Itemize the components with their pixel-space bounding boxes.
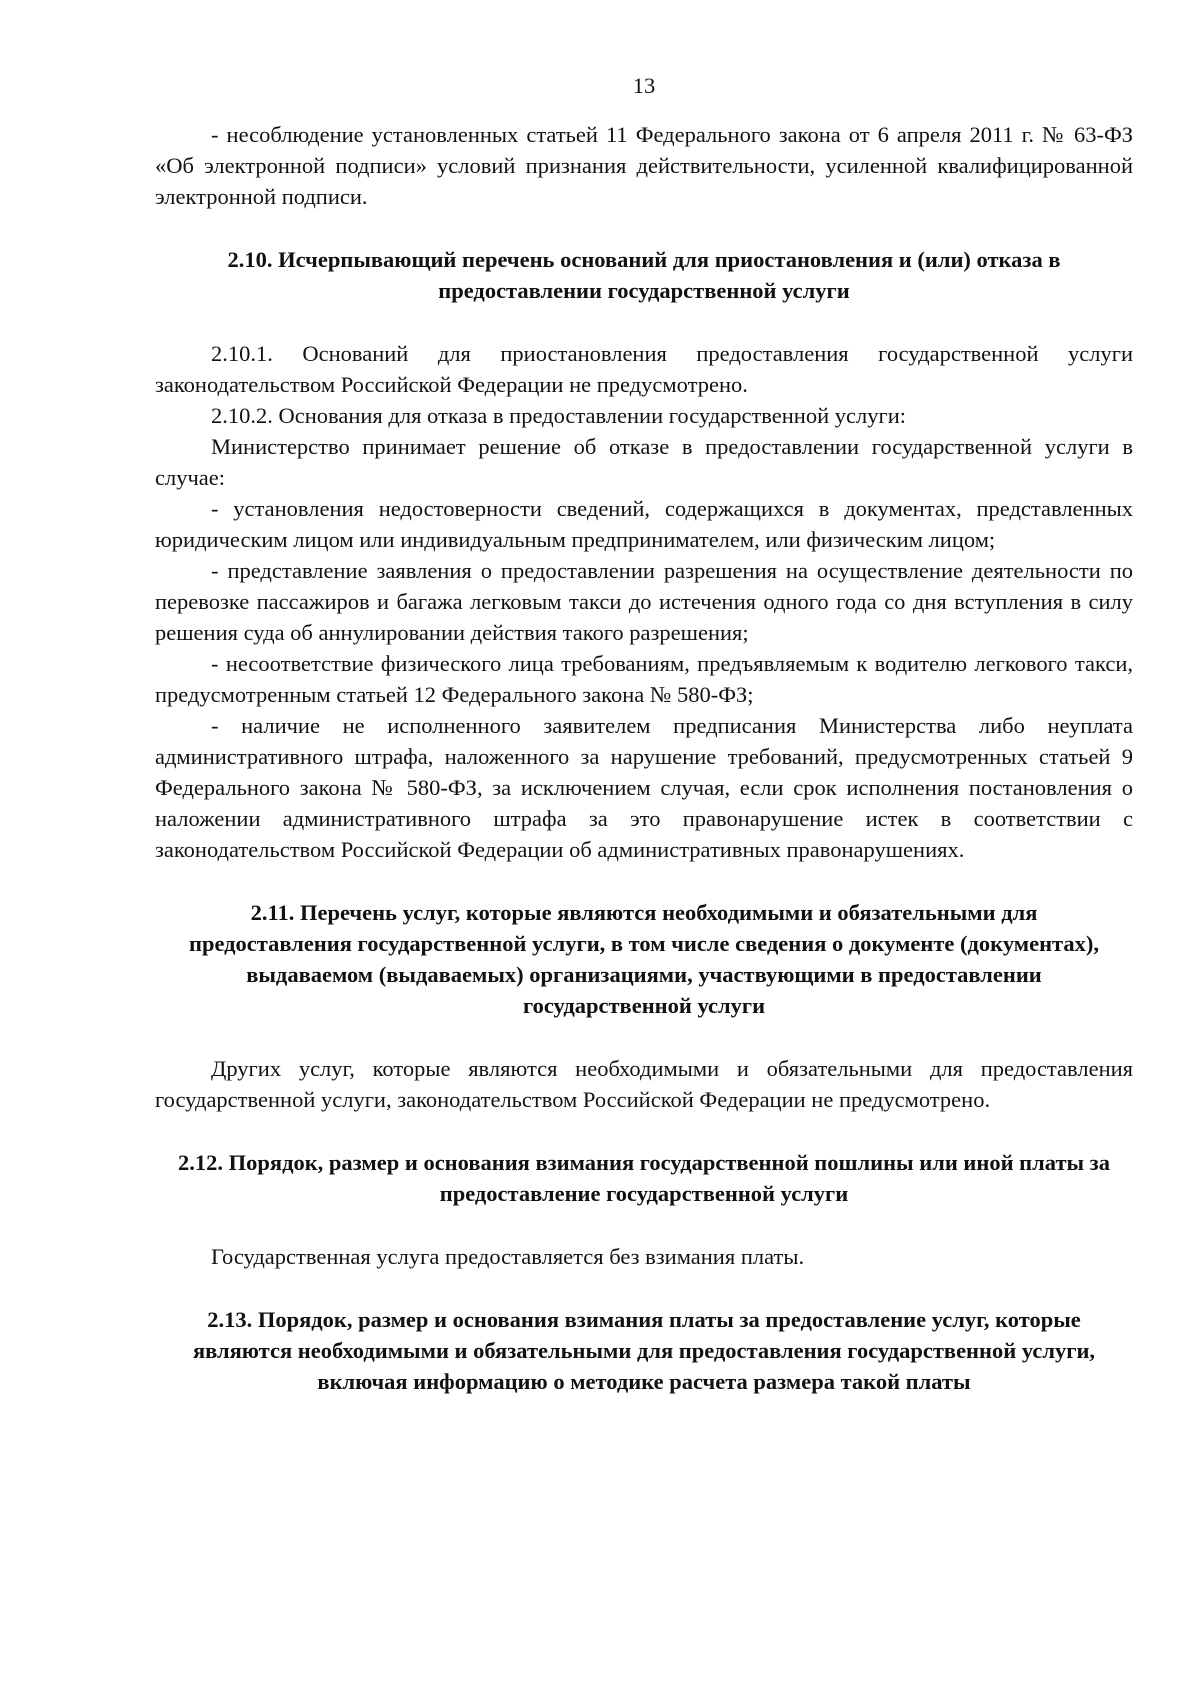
section-2-12-paragraph-1: Государственная услуга предоставляется без взимания платы. [211,1244,805,1269]
section-2-10-paragraph-3: Министерство принимает решение об отказе в предоставлении государственной услуги в случае: [155,434,1133,490]
page-number: 13 [632,73,656,98]
section-2-11-paragraph-1: Других услуг, которые являются необходимыми и обязательными для предоставления государственной услуги, законодательством Российской Федерации не предусмотрено. [155,1056,1133,1112]
section-2-12-heading: 2.12. Порядок, размер и основания взимания государственной пошлины или иной платы за предоставление государственной услуги [178,1150,1110,1206]
section-2-10-paragraph-1: 2.10.1. Оснований для приостановления предоставления государственной услуги законодательством Российской Федерации не предусмотрено. [155,341,1133,397]
section-2-11-heading: 2.11. Перечень услуг, которые являются необходимыми и обязательными для предоставления государственной услуги, в том числе сведения о документе (документах), выдаваемом (выдаваемых) организациями, участвующими в предоставлении государственной услуги [188,900,1099,1018]
section-2-10-paragraph-2: 2.10.2. Основания для отказа в предоставлении государственной услуги: [211,403,906,428]
section-2-13-heading: 2.13. Порядок, размер и основания взимания платы за предоставление услуг, которые являются необходимыми и обязательными для предоставления государственной услуги, включая информацию о методике расчета размера такой платы [192,1307,1096,1394]
section-2-10-heading: 2.10. Исчерпывающий перечень оснований для приостановления и (или) отказа в предоставлении государственной услуги [227,247,1061,303]
section-2-10-bullet-2: - представление заявления о предоставлении разрешения на осуществление деятельности по перевозке пассажиров и багажа легковым такси до истечения одного года со дня вступления в силу решения суда об аннулировании действия такого разрешения; [155,558,1133,645]
section-2-10-bullet-4: - наличие не исполненного заявителем предписания Министерства либо неуплата административного штрафа, наложенного за нарушение требований, предусмотренных статьей 9 Федерального закона № 580-ФЗ, за исключением случая, если срок исполнения постановления о наложении административного штрафа за это правонарушение истек в соответствии с законодательством Российской Федерации об административных правонарушениях. [155,713,1133,862]
intro-bullet: - несоблюдение установленных статьей 11 Федерального закона от 6 апреля 2011 г. № 63-ФЗ «Об электронной подписи» условий признания действительности, усиленной квалифицированной электронной подписи. [155,122,1133,209]
document-page [155,70,1133,1397]
section-2-10-bullet-1: - установления недостоверности сведений, содержащихся в документах, представленных юридическим лицом или индивидуальным предпринимателем, или физическим лицом; [155,496,1133,552]
section-2-10-bullet-3: - несоответствие физического лица требованиям, предъявляемым к водителю легкового такси, предусмотренным статьей 12 Федерального закона № 580-ФЗ; [155,651,1133,707]
